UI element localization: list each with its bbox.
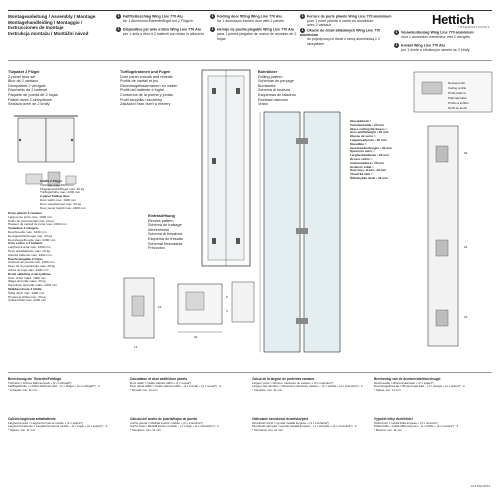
profile-label: Ceiling profile <box>448 86 467 90</box>
spec-line: Door width max. 1000 mm <box>40 197 77 202</box>
hinge-marker <box>19 139 21 141</box>
spec-line: Grosor vidrio = <box>350 156 373 161</box>
heading-line: Deurpakket 2 vleugels <box>8 83 46 88</box>
intro-text: Dispositivo per ante a libro Wing Line 770 Alu <box>123 27 201 32</box>
heading-line: Schéma de fraisage <box>148 223 182 228</box>
calculation-line: * Intersticio: mín. 11 mm <box>130 427 161 432</box>
heading-line: Frézování <box>148 246 165 251</box>
intro-text: Folding door fitting Wing Line 770 Alu <box>217 14 282 19</box>
spec-line: Türflügelhöhe max. 2200 mm <box>40 190 81 195</box>
calculation-line: Deurbreedte = Binnenmaat kast + (2 x spleet*) <box>374 380 434 385</box>
ceiling-profile-diagram <box>412 70 494 360</box>
calculation-line: Deurvleugelbreedte = Binnenmaat kast – (1 x vleugel + (2 x spleet*) : 2 <box>374 384 465 389</box>
spec-line: Door weight/panel max. 20 kg <box>40 201 81 206</box>
dimension-label: 16 <box>158 305 162 309</box>
recess-detail-diagram <box>120 268 260 358</box>
section-1-heading <box>8 70 88 107</box>
hinge-marker <box>71 139 73 141</box>
calculation-line: Faltflügelbreite = Lichtes Rahmenmaß – (1 x Flügel + (2 x Luftspalt*) : 2 <box>8 384 100 389</box>
calculation-heading: Obliczanie szerokości drzwi/skrzydeł <box>252 417 308 421</box>
heading-line: Türflügelrahmen und Fugen <box>120 70 171 74</box>
step-number-badge: 1 <box>117 27 120 32</box>
section-3-heading <box>258 70 338 107</box>
step-number-badge: 1 <box>117 14 120 18</box>
intro-text: avec 2 vantaux <box>307 23 332 28</box>
heading-line: Pakiet drzwi 2-skrzydłowe <box>8 97 52 102</box>
calculation-heading: Calculation of door width/door panels <box>130 377 188 381</box>
top-rule <box>8 10 492 11</box>
title-line: Montageanleitung / Assembly / Montage <box>8 14 96 19</box>
glass-panel-right <box>304 112 340 352</box>
dimension-label: 16 <box>464 315 468 319</box>
calculation-line: * Spleet: min. 11 mm <box>374 387 401 392</box>
heading-line: Recess pattern <box>148 218 174 223</box>
fitting-block <box>186 292 204 310</box>
intro-column-1 <box>116 14 208 37</box>
spec-line: Drzwi składane 2-skrzydłowe <box>8 271 51 276</box>
spec-line: Altezza battente max. 2200 mm <box>8 252 52 257</box>
calculation-box-es <box>130 418 248 432</box>
spec-line: Anchura de puerta máx. 1000 mm <box>8 260 55 265</box>
dimension-label: 32 <box>194 335 198 339</box>
spec-line: Türmaterial/de • 20 mm <box>350 122 384 127</box>
dimension-label: 4 <box>226 309 228 313</box>
calculation-box-it <box>8 418 126 432</box>
calculation-box-de <box>8 378 126 392</box>
spec-line: Largeur de porte max. 1000 mm <box>8 214 53 219</box>
intro-column-4 <box>394 30 492 53</box>
calculation-line: Door panel width = Inside cabinet width – (1 x reveal) + (2 x reveal*) : 2 <box>130 384 221 389</box>
heading-line: Pacchetto da 2 battenti <box>8 88 47 93</box>
spec-line: Hmotnost křídla max. 20 kg <box>8 294 46 299</box>
heading-line: Sestava dveří se 2 křídly <box>8 102 50 107</box>
heading-line: Zakázání hran dveří a mezery <box>120 102 171 107</box>
glass-thickness-specs <box>350 120 410 181</box>
logo-wordmark: Hettich <box>432 12 474 27</box>
spec-line: Skládací dveře 2 křídla <box>8 286 42 291</box>
heading-line: Infreesbeeld <box>148 227 169 232</box>
spec-line: Altura de hoja máx. 2200 mm <box>8 267 49 272</box>
intro-text: Ferrure de porte pliante Wing Line 770 aluminium <box>307 14 392 19</box>
calculation-heading: Výpočet šířky dveří/křídel <box>374 417 413 421</box>
calculation-line: * Luftspalt: min. 11 mm <box>8 387 38 392</box>
dimension-label: 6 <box>226 295 228 299</box>
intro-text: do pojedynczych drzwi z ramą aluminiową z 2 skrzydłami <box>307 37 380 46</box>
heading-line: Door panel cutouts and reveals <box>120 74 173 79</box>
heading-line: Vrtání <box>258 102 268 107</box>
intro-text: für 1 Aluminium-Rahmenflügel mit 2 Flügeln <box>123 19 193 23</box>
heading-line: Paquete de puerta de 2 hojas <box>8 92 58 97</box>
intro-column-3 <box>300 14 392 46</box>
spec-line: door width/height • 20 mm <box>350 130 389 135</box>
heading-line: Boorbeeld <box>258 83 276 88</box>
profile-label: Profil plafond <box>448 91 466 95</box>
spec-line: Výška křídel max. 2200 mm <box>8 298 47 303</box>
heading-line: Schema di foratura <box>258 88 291 93</box>
document-title <box>8 14 113 36</box>
profile-label: Plafondprofiel <box>448 96 467 100</box>
hettich-logo <box>432 12 490 28</box>
drilling-pattern-diagram <box>258 108 348 358</box>
spec-line: Flügelgewicht/Flügel max. 20 kg <box>40 186 85 191</box>
heading-line: Contornos de la puerta y juntas <box>120 92 173 97</box>
calculation-line: Szerokość drzwi = wymiar światła korpusu + (2 x szczelina*) <box>252 420 330 425</box>
calculation-box-fr <box>252 378 370 392</box>
calculation-line: * Mezera: min. 11 mm <box>374 427 403 432</box>
spec-line: Peso anta/battente max. 20 kg <box>8 248 50 253</box>
spec-line: Šířka/výška dveří • 20 mm <box>350 175 388 180</box>
calculation-box-pl <box>252 418 370 432</box>
spec-line: Faltflü 2 Flügel <box>40 179 62 183</box>
hinge-block <box>212 88 216 94</box>
calculation-line: Largeur porte = Dimens. intérieure du caisson + (2 x interstice*) <box>252 380 334 385</box>
intro-text: Herraje de puerta plegable Wing Line 770 Alu <box>217 27 294 32</box>
heading-line: Rozstaw otworów <box>258 97 288 102</box>
hinge-detail <box>436 240 448 256</box>
spec-line: Glass cutting thickness = <box>350 126 388 131</box>
step-number-badge: 1 <box>395 30 398 34</box>
recess-pattern-heading <box>148 214 198 251</box>
spec-line: Wysokość skrzydła maks. 2200 mm <box>8 283 58 288</box>
spec-line: 2-panel folding door <box>40 194 70 199</box>
calculation-line: Larghezza battente = Larghezza interna mobile – (1 x fuga) + (2 x spazio*) : 2 <box>8 424 108 429</box>
logo-subtitle: INTERNATIONAL <box>458 25 490 29</box>
spec-line: Türbreite max. 1000 mm <box>40 182 74 187</box>
heading-line: Drilling pattern <box>258 74 283 79</box>
section-rule <box>8 60 492 61</box>
spec-line: Peso de la puerta/hoja máx. 20 kg <box>8 264 55 269</box>
spec-line: Grubość szkła = <box>350 164 374 169</box>
step-number-badge: 1 <box>211 27 214 32</box>
profile-label: Profilo a soffitto <box>448 101 469 105</box>
intro-text: Vouwdeurbeslag Wing Line 770 aluminium <box>401 30 474 35</box>
footer-rule <box>8 372 492 373</box>
spec-line: deurbreedte/hoogte • 20 mm <box>350 145 392 150</box>
calculation-heading: Cálculo del ancho de puerta/hojas de puerta <box>130 417 197 421</box>
profile-block <box>422 82 442 94</box>
intro-text: para 1 puerta plegable de marco de aluminio de 2 hojas <box>217 32 297 41</box>
calculation-line: Ancho hoja = Medida interior módulo – (1 x hoja + (2 x intersticio*) : 2 <box>130 424 219 429</box>
calculation-line: * Spazio: min. 11 mm <box>8 427 36 432</box>
door-panel-right <box>46 118 74 162</box>
step-number-badge: 1 <box>301 27 304 32</box>
spec-line: Szer./wys. drzwi • 20 mm <box>350 168 387 173</box>
glass-panel-left <box>264 112 300 352</box>
door-panel-left <box>18 118 46 162</box>
title-line: Instrukcja montażu / Montážní návod <box>8 30 89 36</box>
hinge-fitting <box>296 228 308 234</box>
calculation-box-nl <box>374 378 492 392</box>
heading-line: Schemat frezowania <box>148 241 183 246</box>
hinge-fitting <box>296 318 308 324</box>
intro-text: per 1 anta a libro a 2 battenti con telaio in alluminio <box>123 32 205 37</box>
document-id: 10-8 MW 8154 <box>470 484 490 488</box>
profile-label: Deckenprofil <box>448 81 465 85</box>
spec-line: Glasstärke/d = <box>350 119 372 123</box>
spec-line: Poids de porte/vantail max. 20 kg <box>8 218 54 223</box>
calculation-line: Šířka křídla = světlá šířka korpusu – (1 x křídlo + (2 x mezera*) : 2 <box>374 424 459 429</box>
step-number-badge: 1 <box>395 43 398 48</box>
heading-line: Schémas de perçage <box>258 79 294 84</box>
calculation-heading: Berekening van de deurbreedte/deurvleugel <box>374 377 441 381</box>
spec-line: Vouwdeur 2 vleugels <box>8 226 39 231</box>
heading-line: 2-panel door set <box>8 74 36 79</box>
hinge-block <box>236 88 240 94</box>
calculation-line: * Szczelina: min. 11 mm <box>252 427 283 432</box>
heading-line: Deurvleugelkaderramen en naden <box>120 83 178 88</box>
hinge-block <box>236 238 240 244</box>
spec-line: Puerta plegable 2 hojas <box>8 256 43 261</box>
spec-line: Deurgewicht/vleugel max. 20 kg <box>8 233 52 238</box>
spec-line: Door panel height max. 2200 mm <box>40 205 86 210</box>
spec-line: Larghezza/altezza • 20 mm <box>350 153 389 158</box>
hinge-fitting <box>296 138 308 144</box>
calculation-line: Largeur des vantaux = Dimension intérieure caisson – (1 x vantail + (2 x interstice*) : 2 <box>252 384 363 389</box>
dimension-label: 64 <box>464 151 468 155</box>
intro-text: Okucie do drzwi składanych Wing Line 770 aluminium <box>300 28 381 37</box>
heading-line: Einfräsöffnung <box>148 214 175 218</box>
intro-text: pour 1 porte pliante à cadre en aluminium <box>307 19 374 23</box>
spec-line: Lappaneel/porte • 20 mm <box>350 137 387 142</box>
heading-line: Esquemas de taladros <box>258 92 296 97</box>
calculation-line: Door width = Inside cabinet width + (2 x reveal*) <box>130 380 192 385</box>
spec-line: Glasdikte = <box>350 141 367 146</box>
profile-end-view <box>232 282 254 322</box>
intro-text: voor 1 aluminium framedeur met 2 vleugels <box>401 35 470 39</box>
spec-line: Hauteur de vantail de porte max. 2200 mm <box>8 222 67 227</box>
spec-line: Šířka dveří max. 1000 mm <box>8 290 45 295</box>
heading-line: Bohrbilder <box>258 70 278 74</box>
calculation-heading: Berechnung der Türbreite/Faltfügel <box>8 377 62 381</box>
spec-line: Larghezza anta max. 1000 mm <box>8 245 51 250</box>
dimension-label: 14 <box>134 345 138 349</box>
heading-line: Türpaket 2 Flügel <box>8 70 40 74</box>
hinge-block <box>212 158 216 164</box>
heading-line: Profil skrzydła i szczeliny <box>120 97 162 102</box>
heading-line: Bloc de 2 vantaux <box>8 79 39 84</box>
step-number-badge: 1 <box>211 14 214 18</box>
intro-text: Kování Wing Line 770 Alu <box>401 43 445 48</box>
heading-line: Profils de vantail et jeu <box>120 79 159 84</box>
calculation-line: Ancho puerta = Medida interior módulo + (2 x intersticio*) <box>130 420 204 425</box>
calculation-line: Szerokość skrzydeł = wymiar światła korpusu – (1 x skrzydło + (2 x szczelina*) : 2 <box>252 424 357 429</box>
calculation-line: Šířka dveří = světlá šířka korpusu + (2 x mezera*) <box>374 420 438 425</box>
section-1-specs <box>40 180 106 210</box>
hinge-block <box>212 238 216 244</box>
profile-label: Perfil de techo <box>448 106 468 110</box>
calculation-line: Türbreite = Lichtes Rahmenmaß + (2 x Luftspalt*) <box>8 380 72 385</box>
calculation-heading: Calcul de la largeur de porte/des vantaux <box>252 377 315 381</box>
spec-line: Anta a libro a 2 battenti <box>8 241 43 246</box>
calculation-heading: Calcolo larghezza anta/battente <box>8 417 56 421</box>
calculation-line: * Interstice: min. 11 mm <box>252 387 283 392</box>
hinge-detail <box>436 310 448 326</box>
title-line: Montagehandleiding / Montaggio / Instrucciones de montaje <box>8 19 83 31</box>
spec-line: Deurbreedte max. 1000 mm <box>8 229 47 234</box>
section-1-specs-more <box>8 212 110 303</box>
intro-column-2 <box>210 14 298 41</box>
heading-line: Profili del battente e fughe <box>120 88 165 93</box>
spec-line: Glasse de verre = <box>350 134 376 139</box>
spec-line: Szer. drzwi maks. 1000 mm <box>8 275 46 280</box>
spec-line: Tloušťka skla = <box>350 172 373 177</box>
spec-line: Waga skrzydła maks. 20 kg <box>8 279 46 284</box>
calculation-box-en <box>130 378 248 392</box>
hinge-detail <box>436 146 448 162</box>
heading-line: Schema di fresatura <box>148 232 182 237</box>
spec-line: Spessore vetro = <box>350 149 376 154</box>
spec-line: Deurvleugelhoogte max. 2200 mm <box>8 237 56 242</box>
recess-cutout <box>132 296 144 316</box>
spec-line: Porte pliante 2 vantaux <box>8 211 42 215</box>
calculation-line: Larghezza anta = Larghezza interna mobile + (2 x spazio*) <box>8 420 84 425</box>
intro-text: pro 1 dveře s hliníkovým rámem se 2 křídly <box>401 48 470 53</box>
intro-text: for 1 aluminium framed door with 2 panels <box>217 19 284 23</box>
calculation-box-cs <box>374 418 492 432</box>
heading-line: Esquema de fresado <box>148 236 184 241</box>
intro-text: Faltflü-Beschlag Wing Line 770 Alu <box>123 14 183 19</box>
step-number-badge: 1 <box>301 14 304 18</box>
spec-line: anchura/altura • 20 mm <box>350 160 384 165</box>
calculation-line: * Reveal: min. 11 mm <box>130 387 158 392</box>
door-panel-frame-diagram <box>196 68 256 268</box>
dimension-label: 24 <box>464 245 468 249</box>
